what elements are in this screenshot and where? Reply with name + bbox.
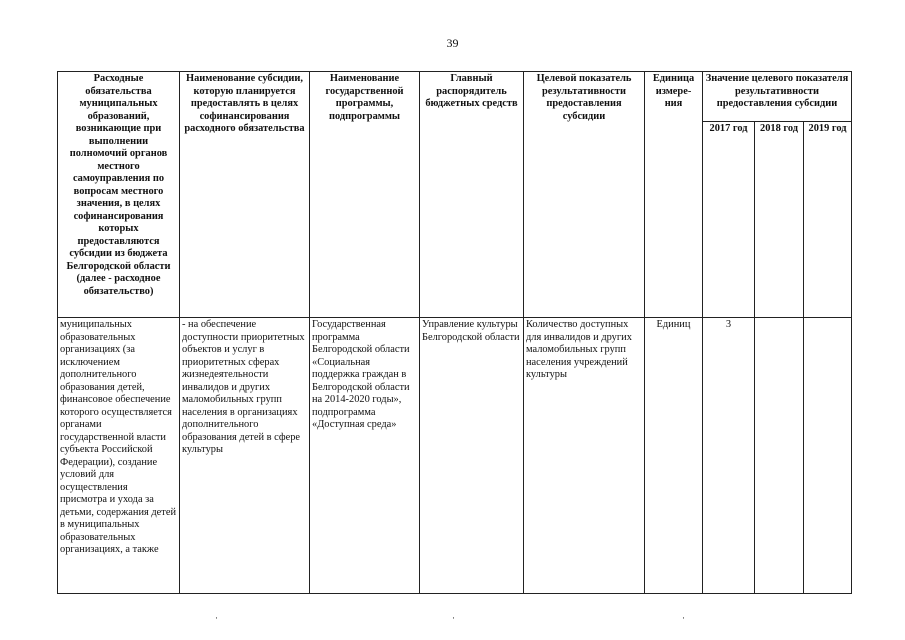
cell-subsidy: - на обеспечение доступности приоритетных объектов и услуг в приоритетных сферах жизнедеятельности инвалидов и других маломобильных групп населения в организациях дополнительного образования детей в сфере культуры [180,318,310,594]
cell-value-2019 [804,318,852,594]
header-expense-obligations: Расходные обязательства муниципальных образований, возникающие при выполнении полномочий органов местного самоуправления по вопросам местного значения, в целях софинансирования которых предоставляются субсидии из бюджета Белгородской области (далее - расходное обязательство) [58,72,180,318]
scan-mark: · [682,613,685,623]
scan-mark: · [452,613,455,623]
cell-budget-manager: Управление культуры Белгородской области [420,318,524,594]
page-number: 39 [446,36,459,50]
header-year-2019: 2019 год [804,122,852,318]
cell-unit: Единиц [645,318,703,594]
header-unit: Единица измере-ния [645,72,703,318]
header-target-indicator: Целевой показатель результативности предоставления субсидии [524,72,645,318]
cell-obligation: муниципальных образовательных организациях (за исключением дополнительного образования детей, финансовое обеспечение которого осуществляется органами государственной власти субъекта Российской Федерации), создание условий для осуществления присмотра и ухода за детьми, содержания детей в муниципальных образовательных организациях, а также [58,318,180,594]
header-program-name: Наименование государственной программы, подпрограммы [310,72,420,318]
header-year-2018: 2018 год [755,122,804,318]
header-subsidy-name: Наименование субсидии, которую планируется предоставлять в целях софинансирования расходного обязательства [180,72,310,318]
cell-program: Государственная программа Белгородской области «Социальная поддержка граждан в Белгородской области на 2014-2020 годы», подпрограмма «Доступная среда» [310,318,420,594]
cell-value-2018 [755,318,804,594]
header-year-2017: 2017 год [703,122,755,318]
cell-indicator: Количество доступных для инвалидов и других маломобильных групп населения учреждений культуры [524,318,645,594]
scan-mark: · [215,613,218,623]
subsidy-table [57,71,852,594]
cell-value-2017: 3 [703,318,755,594]
header-budget-manager: Главный распорядитель бюджетных средств [420,72,524,318]
header-target-value: Значение целевого показателя результативности предоставления субсидии [703,72,852,122]
